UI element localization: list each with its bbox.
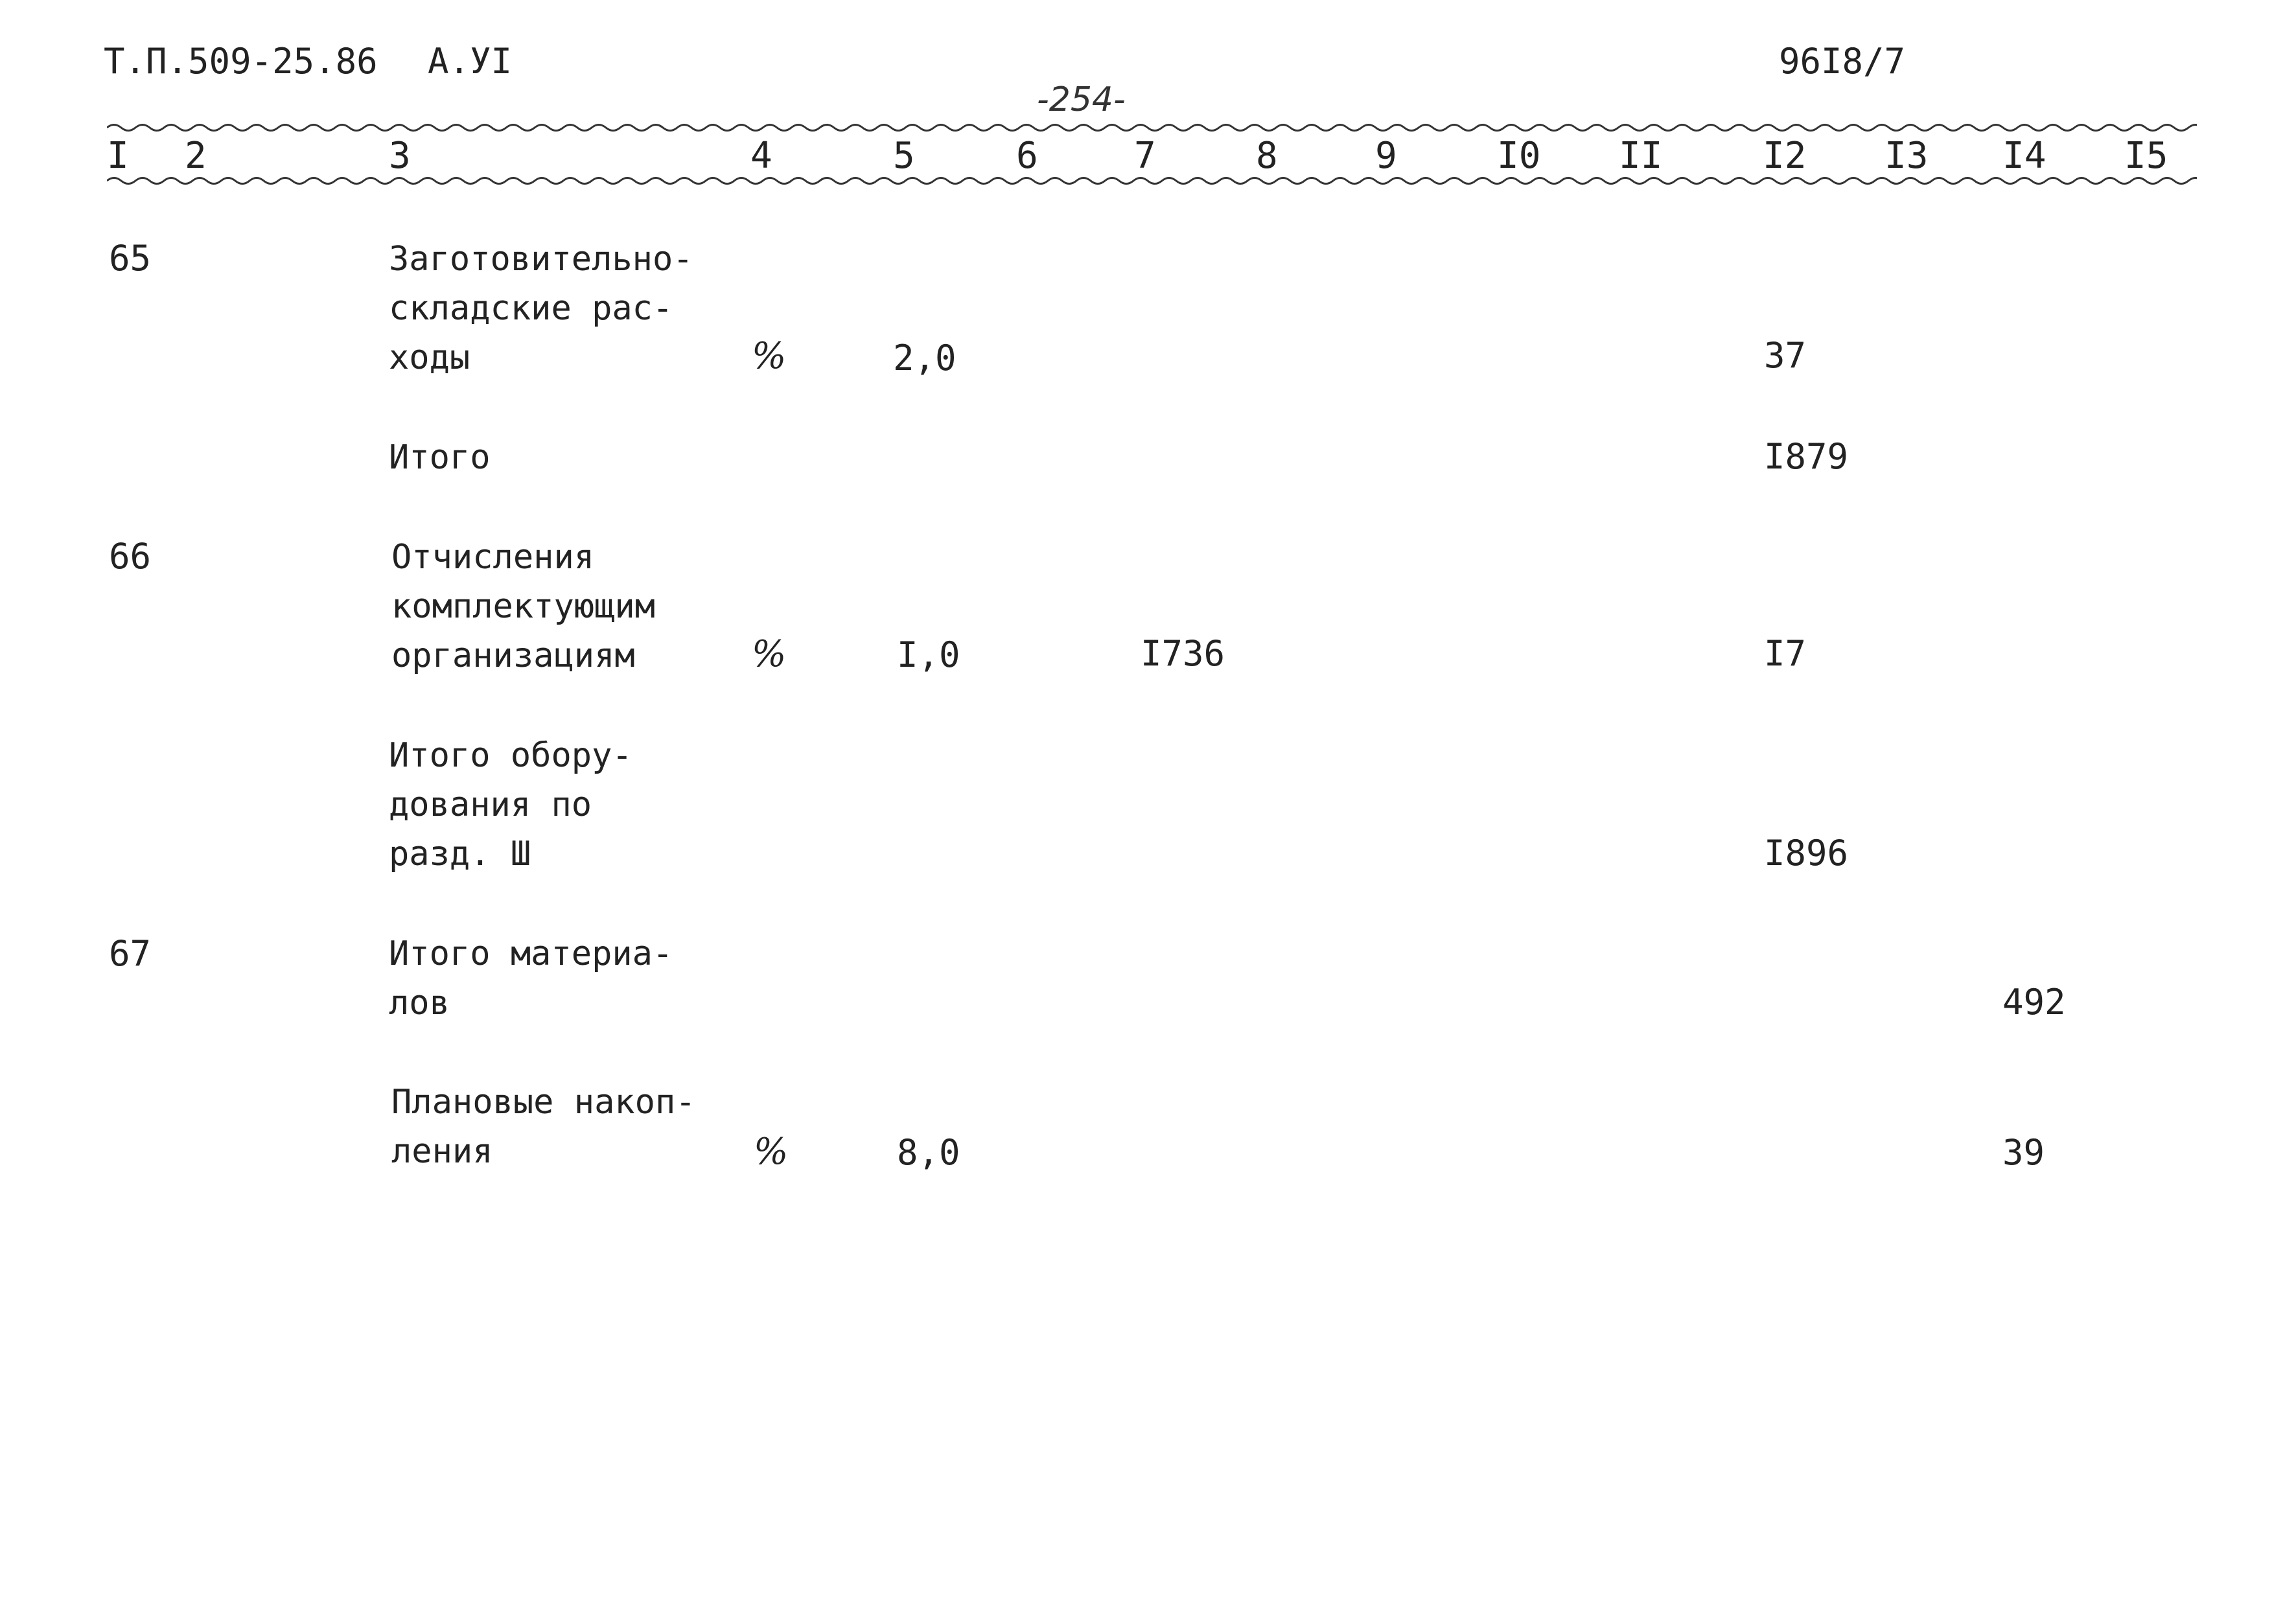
- column-number-3: 3: [389, 135, 411, 177]
- column-number-6: 6: [1016, 135, 1038, 177]
- page-number: -254-: [1037, 80, 1126, 119]
- row-65-unit: %: [752, 335, 787, 377]
- row-65-name: Заготовительно- складские рас- ходы: [389, 240, 693, 377]
- column-number-8: 8: [1256, 135, 1278, 177]
- planned-savings-value: 39: [2002, 1132, 2045, 1173]
- column-number-7: 7: [1134, 135, 1156, 177]
- row-67-position: 67: [109, 933, 152, 974]
- subtotal-name: Итого: [389, 438, 491, 477]
- materials-total-name: Итого материа- лов: [389, 934, 673, 1023]
- column-number-14: I4: [2002, 135, 2047, 177]
- document-code: Т.П.509-25.86: [104, 41, 378, 82]
- column-number-1: I: [107, 135, 129, 177]
- row-66-total: I7: [1764, 633, 1807, 674]
- album-number: 96I8/7: [1779, 41, 1906, 82]
- column-number-2: 2: [185, 135, 207, 177]
- column-number-4: 4: [750, 135, 772, 177]
- materials-total-value: 492: [2002, 982, 2066, 1023]
- column-number-12: I2: [1763, 135, 1807, 177]
- row-65-rate: 2,0: [893, 338, 957, 378]
- planned-savings-rate: 8,0: [897, 1132, 960, 1173]
- row-65-position: 65: [109, 238, 152, 279]
- sheet-code: А.УI: [428, 41, 513, 82]
- column-number-9: 9: [1375, 135, 1397, 177]
- planned-savings-name: Плановые накоп- ления: [391, 1083, 696, 1171]
- planned-savings-unit: %: [754, 1131, 789, 1173]
- equipment-total-name: Итого обору- дования по разд. Ш: [389, 736, 632, 873]
- column-number-11: II: [1619, 135, 1663, 177]
- equipment-total-value: I896: [1764, 833, 1849, 873]
- column-number-10: I0: [1497, 135, 1541, 177]
- header-top-rule: [107, 121, 2197, 135]
- row-66-rate: I,0: [897, 634, 960, 675]
- header-bottom-rule: [107, 174, 2197, 188]
- column-number-15: I5: [2124, 135, 2168, 177]
- row-66-position: 66: [109, 536, 152, 577]
- row-66-name: Отчисления комплектующим организациям: [391, 538, 655, 675]
- subtotal-value: I879: [1764, 436, 1849, 477]
- column-number-5: 5: [893, 135, 915, 177]
- row-66-base: I736: [1141, 633, 1225, 674]
- row-65-total: 37: [1764, 335, 1807, 376]
- row-66-unit: %: [752, 633, 787, 675]
- column-number-13: I3: [1884, 135, 1929, 177]
